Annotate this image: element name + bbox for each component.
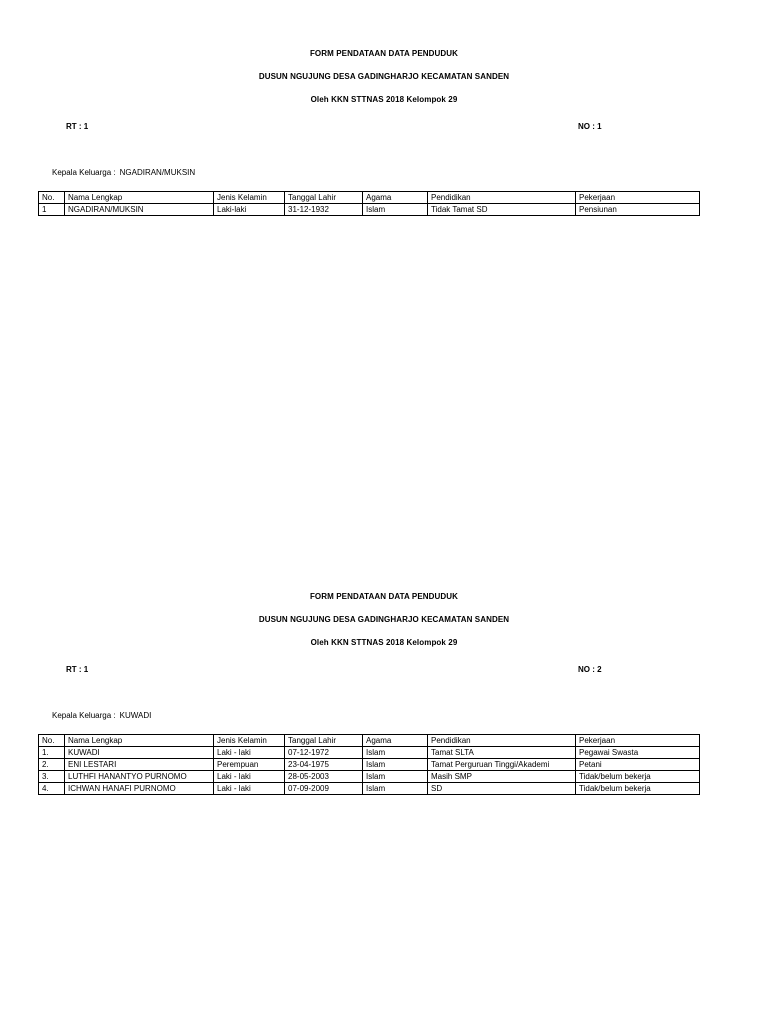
cell-pendidikan: SD (428, 783, 576, 795)
cell-tanggal-lahir: 28-05-2003 (285, 771, 363, 783)
cell-pekerjaan: Pegawai Swasta (576, 747, 700, 759)
table-header-row (39, 735, 700, 747)
cell-nama: ENI LESTARI (65, 759, 214, 771)
kepala-keluarga (52, 168, 195, 177)
kepala-keluarga (52, 711, 151, 720)
cell-no: 3. (39, 771, 65, 783)
cell-agama: Islam (363, 204, 428, 216)
cell-pendidikan: Masih SMP (428, 771, 576, 783)
header-pekerjaan: Pekerjaan (576, 192, 700, 204)
table-row (39, 783, 700, 795)
header-no: No. (39, 192, 65, 204)
header-nama: Nama Lengkap (65, 735, 214, 747)
header-jenis-kelamin: Jenis Kelamin (214, 735, 285, 747)
cell-tanggal-lahir: 23-04-1975 (285, 759, 363, 771)
header-no: No. (39, 735, 65, 747)
header-nama: Nama Lengkap (65, 192, 214, 204)
header-pekerjaan: Pekerjaan (576, 735, 700, 747)
cell-jenis-kelamin: Laki - laki (214, 771, 285, 783)
form-subtitle-author: Oleh KKN STTNAS 2018 Kelompok 29 (310, 95, 458, 104)
cell-nama: LUTHFI HANANTYO PURNOMO (65, 771, 214, 783)
form-subtitle-location: DUSUN NGUJUNG DESA GADINGHARJO KECAMATAN SANDEN (258, 615, 510, 624)
rt-label: RT : 1 (66, 665, 89, 674)
cell-pekerjaan: Tidak/belum bekerja (576, 783, 700, 795)
cell-no: 2. (39, 759, 65, 771)
kepala-keluarga-value: KUWADI (119, 711, 152, 720)
form-title: FORM PENDATAAN DATA PENDUDUK (309, 592, 459, 601)
cell-pendidikan: Tamat Perguruan Tinggi/Akademi (428, 759, 576, 771)
cell-agama: Islam (363, 759, 428, 771)
table-row (39, 771, 700, 783)
table-header-row (39, 192, 700, 204)
header-jenis-kelamin: Jenis Kelamin (214, 192, 285, 204)
cell-nama: KUWADI (65, 747, 214, 759)
cell-pendidikan: Tidak Tamat SD (428, 204, 576, 216)
cell-pekerjaan: Petani (576, 759, 700, 771)
header-pendidikan: Pendidikan (428, 192, 576, 204)
no-label: NO : 2 (578, 665, 602, 674)
family-members-table (38, 191, 700, 216)
cell-pekerjaan: Pensiunan (576, 204, 700, 216)
cell-tanggal-lahir: 31-12-1932 (285, 204, 363, 216)
kepala-keluarga-value: NGADIRAN/MUKSIN (119, 168, 196, 177)
cell-jenis-kelamin: Laki - laki (214, 783, 285, 795)
cell-no: 1. (39, 747, 65, 759)
header-agama: Agama (363, 735, 428, 747)
cell-jenis-kelamin: Laki-laki (214, 204, 285, 216)
cell-no: 1 (39, 204, 65, 216)
cell-no: 4. (39, 783, 65, 795)
kepala-keluarga-label: Kepala Keluarga : (52, 711, 116, 720)
cell-pekerjaan: Tidak/belum bekerja (576, 771, 700, 783)
form-title: FORM PENDATAAN DATA PENDUDUK (309, 49, 459, 58)
cell-nama: NGADIRAN/MUKSIN (65, 204, 214, 216)
table-row (39, 204, 700, 216)
no-label: NO : 1 (578, 122, 602, 131)
kepala-keluarga-label: Kepala Keluarga : (52, 168, 116, 177)
cell-nama: ICHWAN HANAFI PURNOMO (65, 783, 214, 795)
cell-jenis-kelamin: Laki - laki (214, 747, 285, 759)
form-subtitle-author: Oleh KKN STTNAS 2018 Kelompok 29 (310, 638, 458, 647)
rt-label: RT : 1 (66, 122, 89, 131)
cell-agama: Islam (363, 783, 428, 795)
cell-tanggal-lahir: 07-09-2009 (285, 783, 363, 795)
cell-jenis-kelamin: Perempuan (214, 759, 285, 771)
cell-agama: Islam (363, 771, 428, 783)
header-pendidikan: Pendidikan (428, 735, 576, 747)
header-tanggal-lahir: Tanggal Lahir (285, 192, 363, 204)
header-tanggal-lahir: Tanggal Lahir (285, 735, 363, 747)
table-row (39, 759, 700, 771)
form-subtitle-location: DUSUN NGUJUNG DESA GADINGHARJO KECAMATAN SANDEN (258, 72, 510, 81)
header-agama: Agama (363, 192, 428, 204)
cell-pendidikan: Tamat SLTA (428, 747, 576, 759)
family-members-table (38, 734, 700, 795)
table-row (39, 747, 700, 759)
cell-agama: Islam (363, 747, 428, 759)
cell-tanggal-lahir: 07-12-1972 (285, 747, 363, 759)
